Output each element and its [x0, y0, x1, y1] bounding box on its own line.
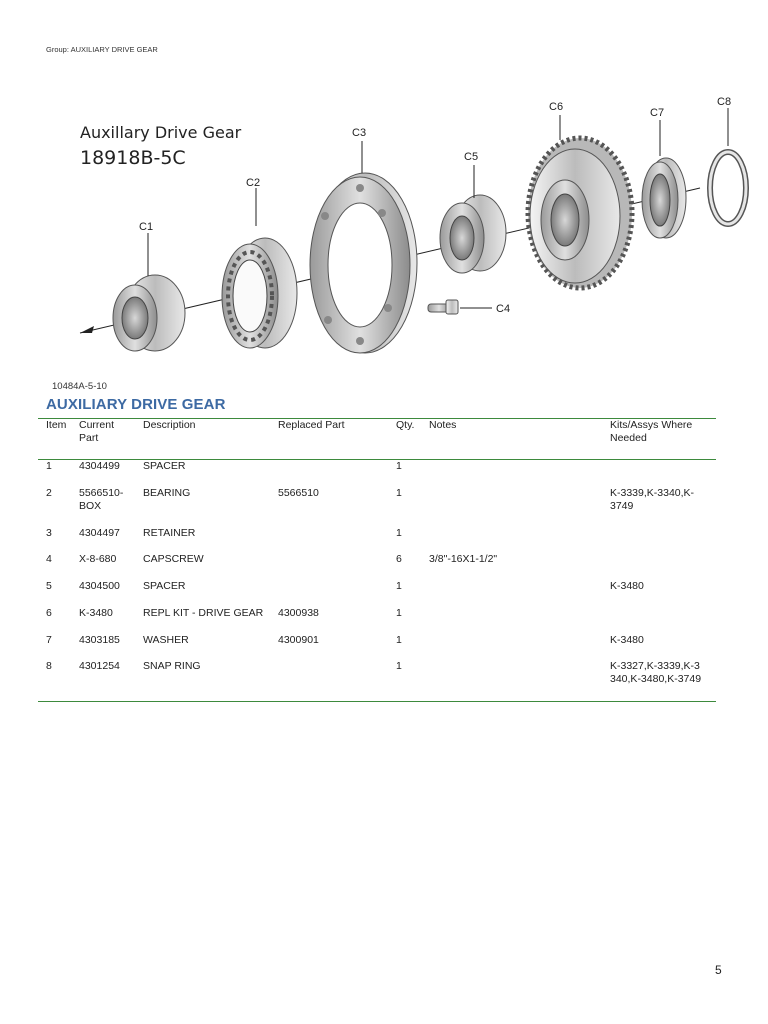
illustration-title: Auxillary Drive Gear	[80, 123, 242, 142]
row-7-replaced-part: 4300901	[278, 634, 319, 646]
row-2-qty: 1	[396, 487, 402, 499]
row-2-description: BEARING	[143, 487, 191, 499]
rule-bottom	[38, 701, 716, 702]
row-7-current-part: 4303185	[79, 634, 120, 646]
row-6-description: REPL KIT - DRIVE GEAR	[143, 607, 264, 619]
row-5-current-part: 4304500	[79, 580, 120, 592]
callout-c2: C2	[246, 177, 261, 189]
section-title: AUXILIARY DRIVE GEAR	[46, 396, 226, 413]
row-8-item: 8	[46, 660, 52, 672]
callout-c4: C4	[496, 303, 511, 315]
row-7-qty: 1	[396, 634, 402, 646]
group-line: Group: AUXILIARY DRIVE GEAR	[46, 45, 158, 54]
row-7-description: WASHER	[143, 634, 189, 646]
header-qty: Qty.	[396, 419, 415, 431]
row-1-description: SPACER	[143, 460, 186, 472]
row-5-item: 5	[46, 580, 52, 592]
row-2-current-part: 5566510-BOX	[79, 487, 124, 512]
row-6-replaced-part: 4300938	[278, 607, 319, 619]
row-4-current-part: X-8-680	[79, 553, 117, 565]
row-2-item: 2	[46, 487, 52, 499]
header-replaced-part: Replaced Part	[278, 419, 345, 431]
row-5-description: SPACER	[143, 580, 186, 592]
row-4-notes: 3/8"-16X1-1/2"	[429, 553, 498, 565]
row-7-item: 7	[46, 634, 52, 646]
part-c2-bearing	[222, 238, 297, 348]
row-6-item: 6	[46, 607, 52, 619]
illustration-number: 18918B-5C	[80, 147, 186, 169]
row-3-qty: 1	[396, 527, 402, 539]
row-2-replaced-part: 5566510	[278, 487, 319, 499]
row-1-item: 1	[46, 460, 52, 472]
row-8-description: SNAP RING	[143, 660, 201, 672]
header-notes: Notes	[429, 419, 457, 431]
axis-arrow	[80, 326, 94, 333]
callout-c7: C7	[650, 107, 665, 119]
callout-c6: C6	[549, 101, 564, 113]
callout-c8: C8	[717, 96, 732, 108]
row-7-kits: K-3480	[610, 634, 644, 646]
header-current-part: Current Part	[79, 419, 115, 444]
row-6-qty: 1	[396, 607, 402, 619]
row-2-kits: K-3339,K-3340,K-3749	[610, 487, 695, 512]
row-8-qty: 1	[396, 660, 402, 672]
page-number: 5	[715, 963, 722, 977]
header-item: Item	[46, 419, 67, 431]
row-3-current-part: 4304497	[79, 527, 120, 539]
row-4-description: CAPSCREW	[143, 553, 204, 565]
row-5-kits: K-3480	[610, 580, 644, 592]
header-description: Description	[143, 419, 196, 431]
row-1-qty: 1	[396, 460, 402, 472]
row-4-item: 4	[46, 553, 52, 565]
callout-c3: C3	[352, 127, 367, 139]
row-3-description: RETAINER	[143, 527, 196, 539]
row-1-current-part: 4304499	[79, 460, 120, 472]
row-8-current-part: 4301254	[79, 660, 120, 672]
part-c6-drive-gear	[528, 138, 632, 288]
part-c8-snap-ring	[710, 152, 746, 224]
row-6-current-part: K-3480	[79, 607, 113, 619]
part-c7-washer	[642, 158, 686, 238]
row-3-item: 3	[46, 527, 52, 539]
exploded-view-illustration	[60, 88, 760, 378]
part-c1-spacer	[113, 275, 185, 351]
row-8-kits: K-3327,K-3339,K-3340,K-3480,K-3749	[610, 660, 702, 685]
rule-header	[38, 459, 716, 460]
callout-c5: C5	[464, 151, 479, 163]
part-c3-retainer	[310, 173, 417, 353]
figure-id: 10484A-5-10	[52, 381, 107, 392]
row-4-qty: 6	[396, 553, 402, 565]
header-kits: Kits/Assys Where Needed	[610, 419, 693, 444]
part-c4-capscrew	[428, 300, 458, 314]
row-5-qty: 1	[396, 580, 402, 592]
callout-c1: C1	[139, 221, 154, 233]
part-c5-spacer	[440, 195, 506, 273]
